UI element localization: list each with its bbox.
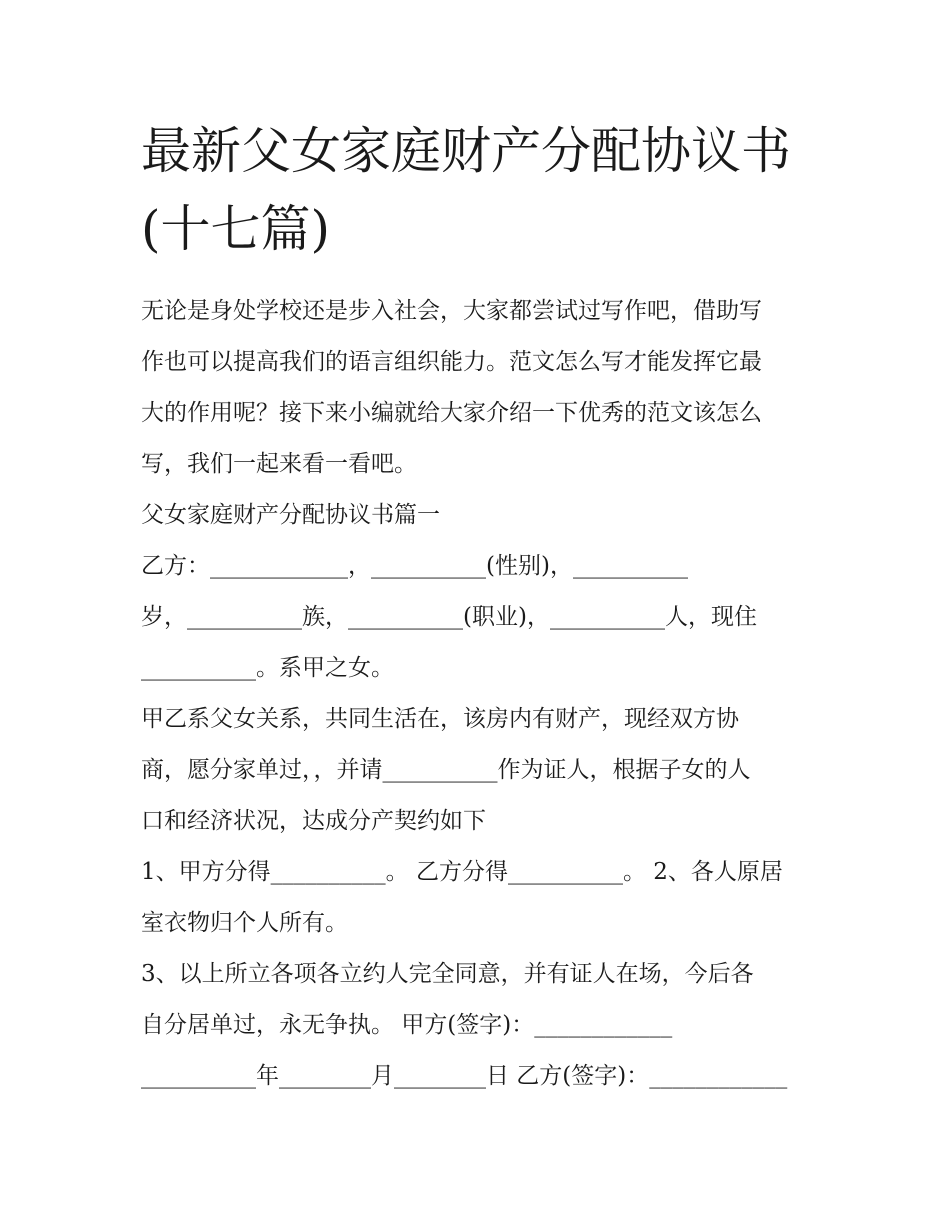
- text-line: 口和经济状况，达成分产契约如下: [141, 808, 486, 834]
- text-line: 甲乙系父女关系，共同生活在，该房内有财产，现经双方协: [141, 706, 739, 732]
- document-page: [141, 112, 821, 1102]
- text-line: __________。系甲之女。: [141, 655, 394, 681]
- text-line: 1、甲方分得__________。 乙方分得__________。 2、各人原居: [141, 859, 783, 885]
- section-heading: 父女家庭财产分配协议书篇一: [141, 502, 440, 528]
- text-line: __________年________月________日 乙方(签字)：____________: [141, 1063, 788, 1089]
- text-line: 自分居单过，永无争执。 甲方(签字)：____________: [141, 1012, 673, 1038]
- text-line: 作也可以提高我们的语言组织能力。范文怎么写才能发挥它最: [141, 349, 762, 375]
- title-line-1: 最新父女家庭财产分配协议书: [141, 122, 791, 180]
- text-line: 岁，__________族，__________(职业)，__________人，现住: [141, 604, 757, 630]
- document-title: [141, 112, 821, 268]
- text-line: 无论是身处学校还是步入社会，大家都尝试过写作吧，借助写: [141, 298, 762, 324]
- title-line-2: (十七篇): [141, 200, 331, 258]
- text-line: 写，我们一起来看一看吧。: [141, 451, 417, 477]
- text-line: 大的作用呢？接下来小编就给大家介绍一下优秀的范文该怎么: [141, 400, 762, 426]
- text-line: 室衣物归个人所有。: [141, 910, 348, 936]
- text-line: 乙方：____________，__________(性别)，__________: [141, 553, 688, 579]
- text-line: 商，愿分家单过，，并请__________作为证人，根据子女的人: [141, 757, 751, 783]
- text-line: 3、以上所立各项各立约人完全同意，并有证人在场，今后各: [141, 961, 754, 987]
